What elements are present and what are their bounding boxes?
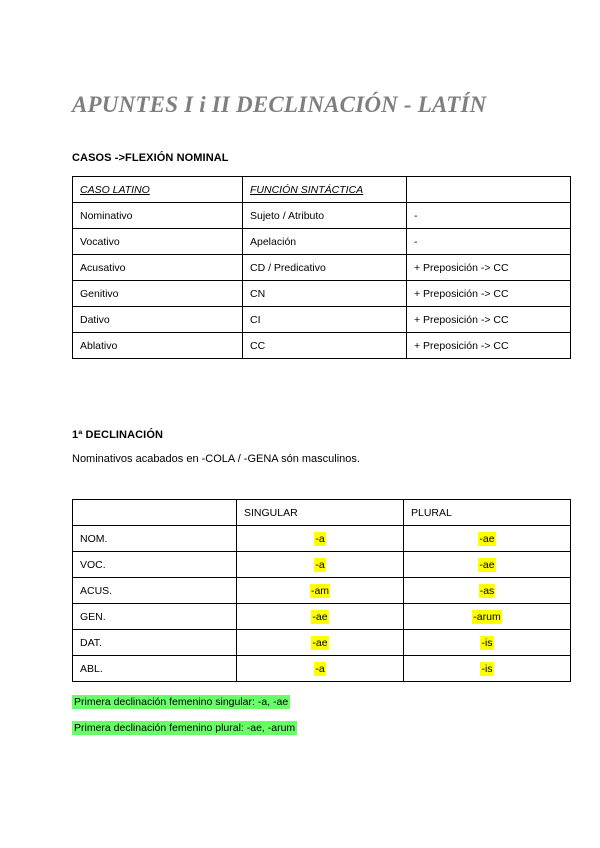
ending-plural: -ae (479, 532, 495, 545)
note-singular-text: Primera declinación femenino singular: -a, -ae (74, 696, 289, 708)
ending-singular: -ae (312, 610, 328, 623)
table-cell-case: Genitivo (73, 281, 243, 307)
note-plural (72, 722, 528, 734)
table-header-row (73, 500, 571, 526)
spacer (72, 465, 528, 487)
spacer (72, 359, 528, 395)
table-row (73, 604, 571, 630)
table-cell-plural (404, 552, 571, 578)
section-paragraph: Nominativos acabados en -COLA / -GENA són masculinos. (72, 453, 360, 465)
table-header-row (73, 177, 571, 203)
table-row (73, 281, 571, 307)
ending-singular: -am (310, 584, 330, 597)
ending-plural: -as (479, 584, 495, 597)
table-row (73, 255, 571, 281)
table-cell-case: VOC. (73, 552, 237, 578)
table-cell-singular (237, 526, 404, 552)
ending-singular: -a (315, 662, 325, 675)
ending-plural: -is (481, 662, 493, 675)
table-cell-note: + Preposición -> CC (407, 333, 571, 359)
table-cell-singular (237, 604, 404, 630)
table-row (73, 578, 571, 604)
header-caso-latino: CASO LATINO (80, 183, 150, 196)
table-cell-function: CI (243, 307, 407, 333)
table-cell-note: - (407, 229, 571, 255)
table-cell-singular (237, 552, 404, 578)
header-funcion-sintactica: FUNCIÓN SINTÁCTICA (250, 183, 364, 196)
table-cell-plural (404, 578, 571, 604)
page-title: APUNTES I i II DECLINACIÓN - LATÍN (72, 92, 487, 117)
table-row (73, 203, 571, 229)
ending-singular: -a (315, 532, 325, 545)
table-cell-case: ACUS. (73, 578, 237, 604)
table-row (73, 656, 571, 682)
table-cell-note: + Preposición -> CC (407, 307, 571, 333)
ending-plural: -arum (473, 610, 501, 623)
table-header-cell-empty (73, 500, 237, 526)
table-row (73, 526, 571, 552)
table-cell-function: Apelación (243, 229, 407, 255)
table-cell-note: + Preposición -> CC (407, 255, 571, 281)
ending-singular: -a (315, 558, 325, 571)
table-row (73, 552, 571, 578)
table-cell-plural (404, 604, 571, 630)
table-cell-plural (404, 656, 571, 682)
table-cell-plural (404, 630, 571, 656)
ending-plural: -is (481, 636, 493, 649)
table-cell-case: NOM. (73, 526, 237, 552)
section-heading-casos: CASOS ->FLEXIÓN NOMINAL (72, 152, 229, 164)
table-header-cell-plural: PLURAL (404, 500, 571, 526)
table-cell-function: CN (243, 281, 407, 307)
table-cell-case: Ablativo (73, 333, 243, 359)
table-cell-case: Vocativo (73, 229, 243, 255)
table-cell-note: - (407, 203, 571, 229)
table-cell-case: Nominativo (73, 203, 243, 229)
table-header-cell (243, 177, 407, 203)
table-cell-function: Sujeto / Atributo (243, 203, 407, 229)
table-cell-singular (237, 578, 404, 604)
note-plural-text: Primera declinación femenino plural: -ae, -arum (74, 722, 296, 734)
table-cell-case: GEN. (73, 604, 237, 630)
table-cell-case: DAT. (73, 630, 237, 656)
table-cell-function: CC (243, 333, 407, 359)
table-cell-function: CD / Predicativo (243, 255, 407, 281)
declension-table (72, 499, 571, 682)
table-cell-plural (404, 526, 571, 552)
table-row (73, 333, 571, 359)
ending-plural: -ae (479, 558, 495, 571)
table-header-cell-singular: SINGULAR (237, 500, 404, 526)
section-heading-primera-declinacion: 1ª DECLINACIÓN (72, 429, 164, 441)
table-cell-singular (237, 630, 404, 656)
table-cell-note: + Preposición -> CC (407, 281, 571, 307)
table-cell-case: ABL. (73, 656, 237, 682)
table-row (73, 307, 571, 333)
table-cell-singular (237, 656, 404, 682)
ending-singular: -ae (312, 636, 328, 649)
note-singular (72, 696, 528, 708)
table-header-cell (73, 177, 243, 203)
table-row (73, 630, 571, 656)
table-header-cell (407, 177, 571, 203)
table-cell-case: Acusativo (73, 255, 243, 281)
cases-table (72, 176, 571, 359)
table-cell-case: Dativo (73, 307, 243, 333)
table-row (73, 229, 571, 255)
